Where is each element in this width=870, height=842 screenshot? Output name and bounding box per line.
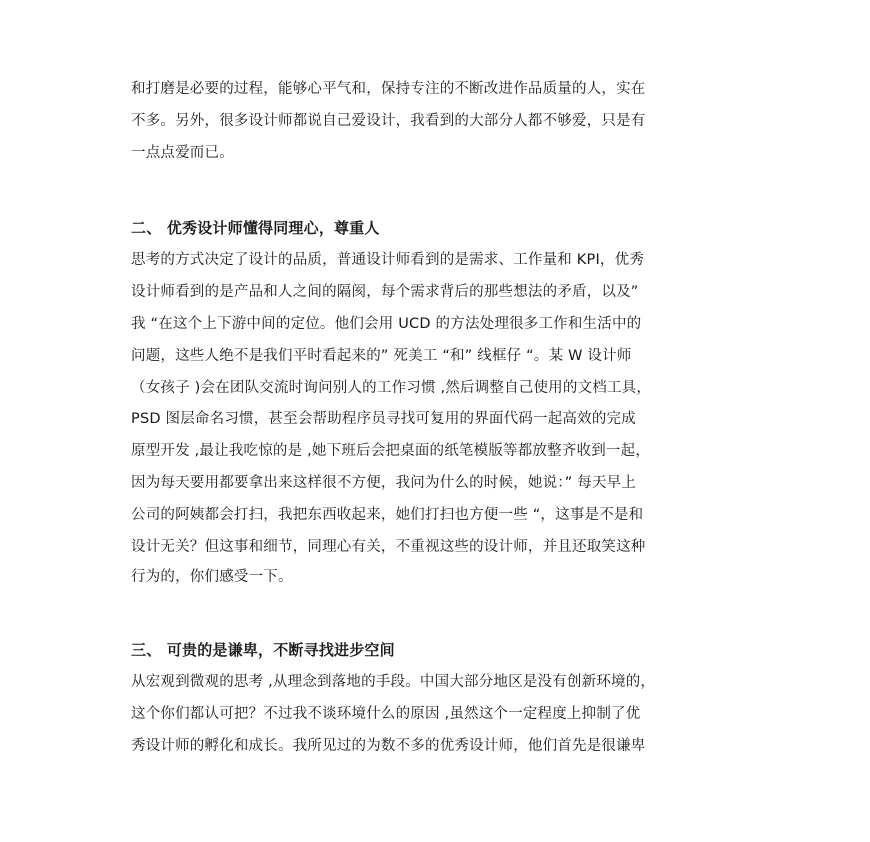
paragraph-line: PSD 图层命名习惯，甚至会帮助程序员寻找可复用的界面代码一起高效的完成 [131, 411, 636, 427]
paragraph-line: 设计师看到的是产品和人之间的隔阂，每个需求背后的那些想法的矛盾，以及” [131, 284, 639, 300]
paragraph-line: 我 “在这个上下游中间的定位。他们会用 UCD 的方法处理很多工作和生活中的 [131, 316, 642, 332]
section-heading: 三、 可贵的是谦卑，不断寻找进步空间 [131, 641, 395, 659]
paragraph-line: 一点点爱而已。 [131, 145, 234, 161]
section-heading: 二、 优秀设计师懂得同理心，尊重人 [131, 219, 380, 237]
paragraph-line: 因为每天要用都要拿出来这样很不方便，我问为什么的时候，她说：” 每天早上 [131, 475, 637, 491]
paragraph-line: 不多。另外，很多设计师都说自己爱设计，我看到的大部分人都不够爱，只是有 [131, 113, 646, 129]
paragraph-line: 从宏观到微观的思考 ,从理念到落地的手段。中国大部分地区是没有创新环境的， [131, 674, 656, 690]
paragraph-line: 公司的阿姨都会打扫，我把东西收起来，她们打扫也方便一些 “，这事是不是和 [131, 507, 644, 523]
paragraph-line: 问题，这些人绝不是我们平时看起来的” 死美工 “和” 线框仔 “。某 W 设计师 [131, 348, 632, 364]
paragraph-line: 思考的方式决定了设计的品质，普通设计师看到的是需求、工作量和 KPI，优秀 [131, 252, 645, 268]
paragraph-line: 这个你们都认可把？不过我不谈环境什么的原因 ,虽然这个一定程度上抑制了优 [131, 706, 641, 722]
paragraph-line: 和打磨是必要的过程，能够心平气和，保持专注的不断改进作品质量的人，实在 [131, 81, 646, 97]
paragraph-line: 原型开发 ,最让我吃惊的是 ,她下班后会把桌面的纸笔模版等都放整齐收到一起， [131, 443, 651, 459]
paragraph-line: （女孩子 )会在团队交流时询问别人的工作习惯 ,然后调整自己使用的文档工具， [131, 380, 652, 396]
paragraph-line: 行为的，你们感受一下。 [131, 569, 293, 585]
paragraph-line: 设计无关？但这事和细节，同理心有关，不重视这些的设计师，并且还取笑这种 [131, 539, 646, 555]
paragraph-line: 秀设计师的孵化和成长。我所见过的为数不多的优秀设计师，他们首先是很谦卑 [131, 738, 646, 754]
